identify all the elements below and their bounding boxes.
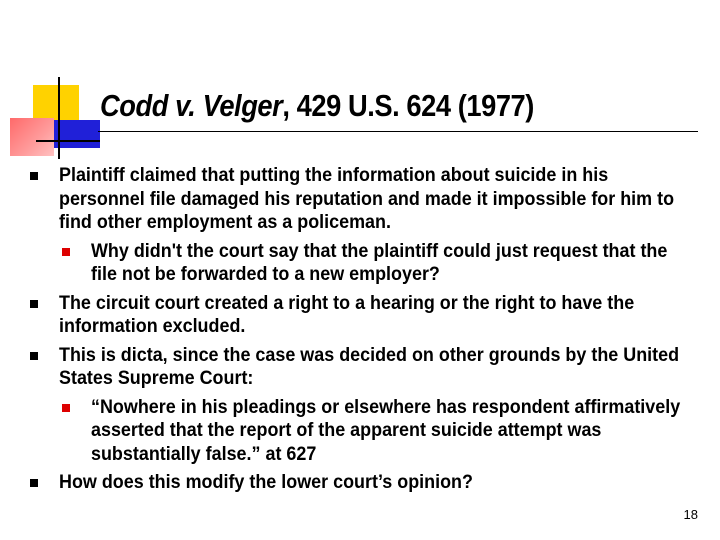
bullet-text: Plaintiff claimed that putting the information about suicide in his personnel file damaged his reputation and made it impossible for him to find other employment as a policeman. (59, 164, 675, 233)
square-bullet-icon (62, 404, 70, 412)
logo-horizontal-line (36, 140, 100, 142)
title-rule (98, 131, 698, 132)
bullet-text: Why didn't the court say that the plaintiff could just request that the file not be forwarded to a new employer? (91, 239, 668, 285)
bullet-list (28, 164, 718, 500)
title-citation: , 429 U.S. 624 (1977) (282, 88, 534, 123)
bullet-item (28, 164, 718, 235)
page-number: 18 (683, 507, 698, 522)
logo-vertical-line (58, 77, 60, 159)
square-bullet-icon (30, 352, 38, 360)
bullet-text: “Nowhere in his pleadings or elsewhere has respondent affirmatively asserted that the report of the apparent suicide attempt was substantially false.” at 627 (91, 395, 681, 465)
square-bullet-icon (62, 248, 70, 256)
bullet-text: The circuit court created a right to a hearing or the right to have the information excluded. (59, 291, 635, 337)
sub-bullet-item (28, 396, 718, 467)
logo-red-square (10, 118, 54, 156)
square-bullet-icon (30, 172, 38, 180)
logo-blue-square (54, 120, 100, 148)
sub-bullet-item (28, 240, 718, 287)
bullet-item (28, 471, 718, 495)
square-bullet-icon (30, 300, 38, 308)
slide-logo (0, 0, 110, 170)
bullet-item (28, 344, 718, 391)
bullet-text: This is dicta, since the case was decided on other grounds by the United States Supreme Court: (59, 343, 680, 389)
title-case-name: Codd v. Velger (100, 88, 283, 123)
slide-title (100, 88, 534, 124)
square-bullet-icon (30, 479, 38, 487)
bullet-text: How does this modify the lower court’s opinion? (59, 471, 473, 493)
bullet-item (28, 292, 718, 339)
